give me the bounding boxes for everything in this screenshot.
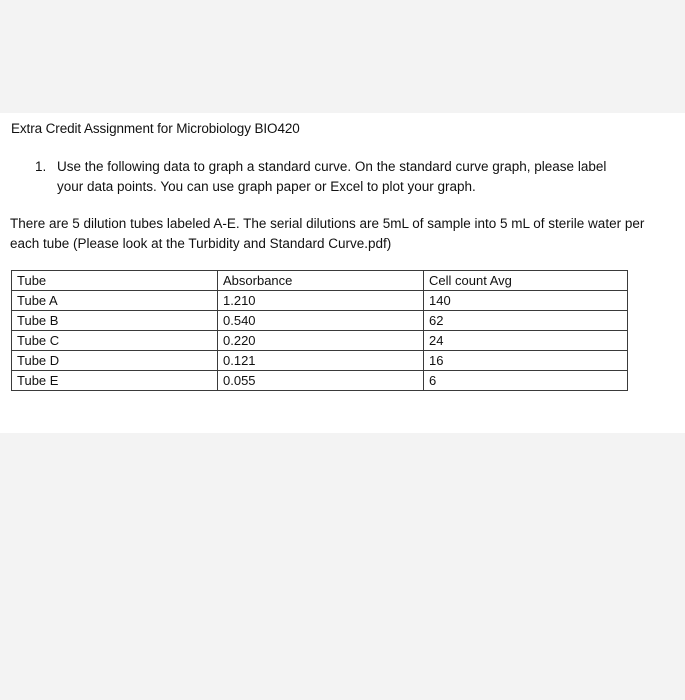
cell-count-cell: 24 [424, 331, 628, 351]
tube-cell: Tube A [12, 291, 218, 311]
tube-cell: Tube E [12, 371, 218, 391]
document-title: Extra Credit Assignment for Microbiology BIO420 [11, 121, 300, 136]
absorbance-cell: 0.121 [218, 351, 424, 371]
table-header-row [12, 271, 628, 291]
header-cell-count: Cell count Avg [424, 271, 628, 291]
tube-cell: Tube B [12, 311, 218, 331]
absorbance-cell: 0.220 [218, 331, 424, 351]
tube-cell: Tube C [12, 331, 218, 351]
table-row [12, 351, 628, 371]
absorbance-cell: 0.055 [218, 371, 424, 391]
question-number: 1. [35, 159, 47, 174]
cell-count-cell: 140 [424, 291, 628, 311]
absorbance-cell: 1.210 [218, 291, 424, 311]
table-row [12, 291, 628, 311]
header-tube: Tube [12, 271, 218, 291]
cell-count-cell: 62 [424, 311, 628, 331]
cell-count-cell: 6 [424, 371, 628, 391]
header-absorbance: Absorbance [218, 271, 424, 291]
question-text: Use the following data to graph a standard curve. On the standard curve graph, please label your data points. You can use graph paper or Excel to plot your graph. [57, 159, 607, 194]
cell-count-cell: 16 [424, 351, 628, 371]
table-row [12, 331, 628, 351]
document-page [0, 113, 685, 433]
table-row [12, 371, 628, 391]
question-item [35, 157, 635, 197]
absorbance-cell: 0.540 [218, 311, 424, 331]
tube-cell: Tube D [12, 351, 218, 371]
table-row [12, 311, 628, 331]
info-paragraph: There are 5 dilution tubes labeled A-E. The serial dilutions are 5mL of sample into 5 mL of sterile water per each tube (Please look at the Turbidity and Standard Curve.pdf) [10, 216, 645, 251]
data-table [11, 270, 628, 391]
